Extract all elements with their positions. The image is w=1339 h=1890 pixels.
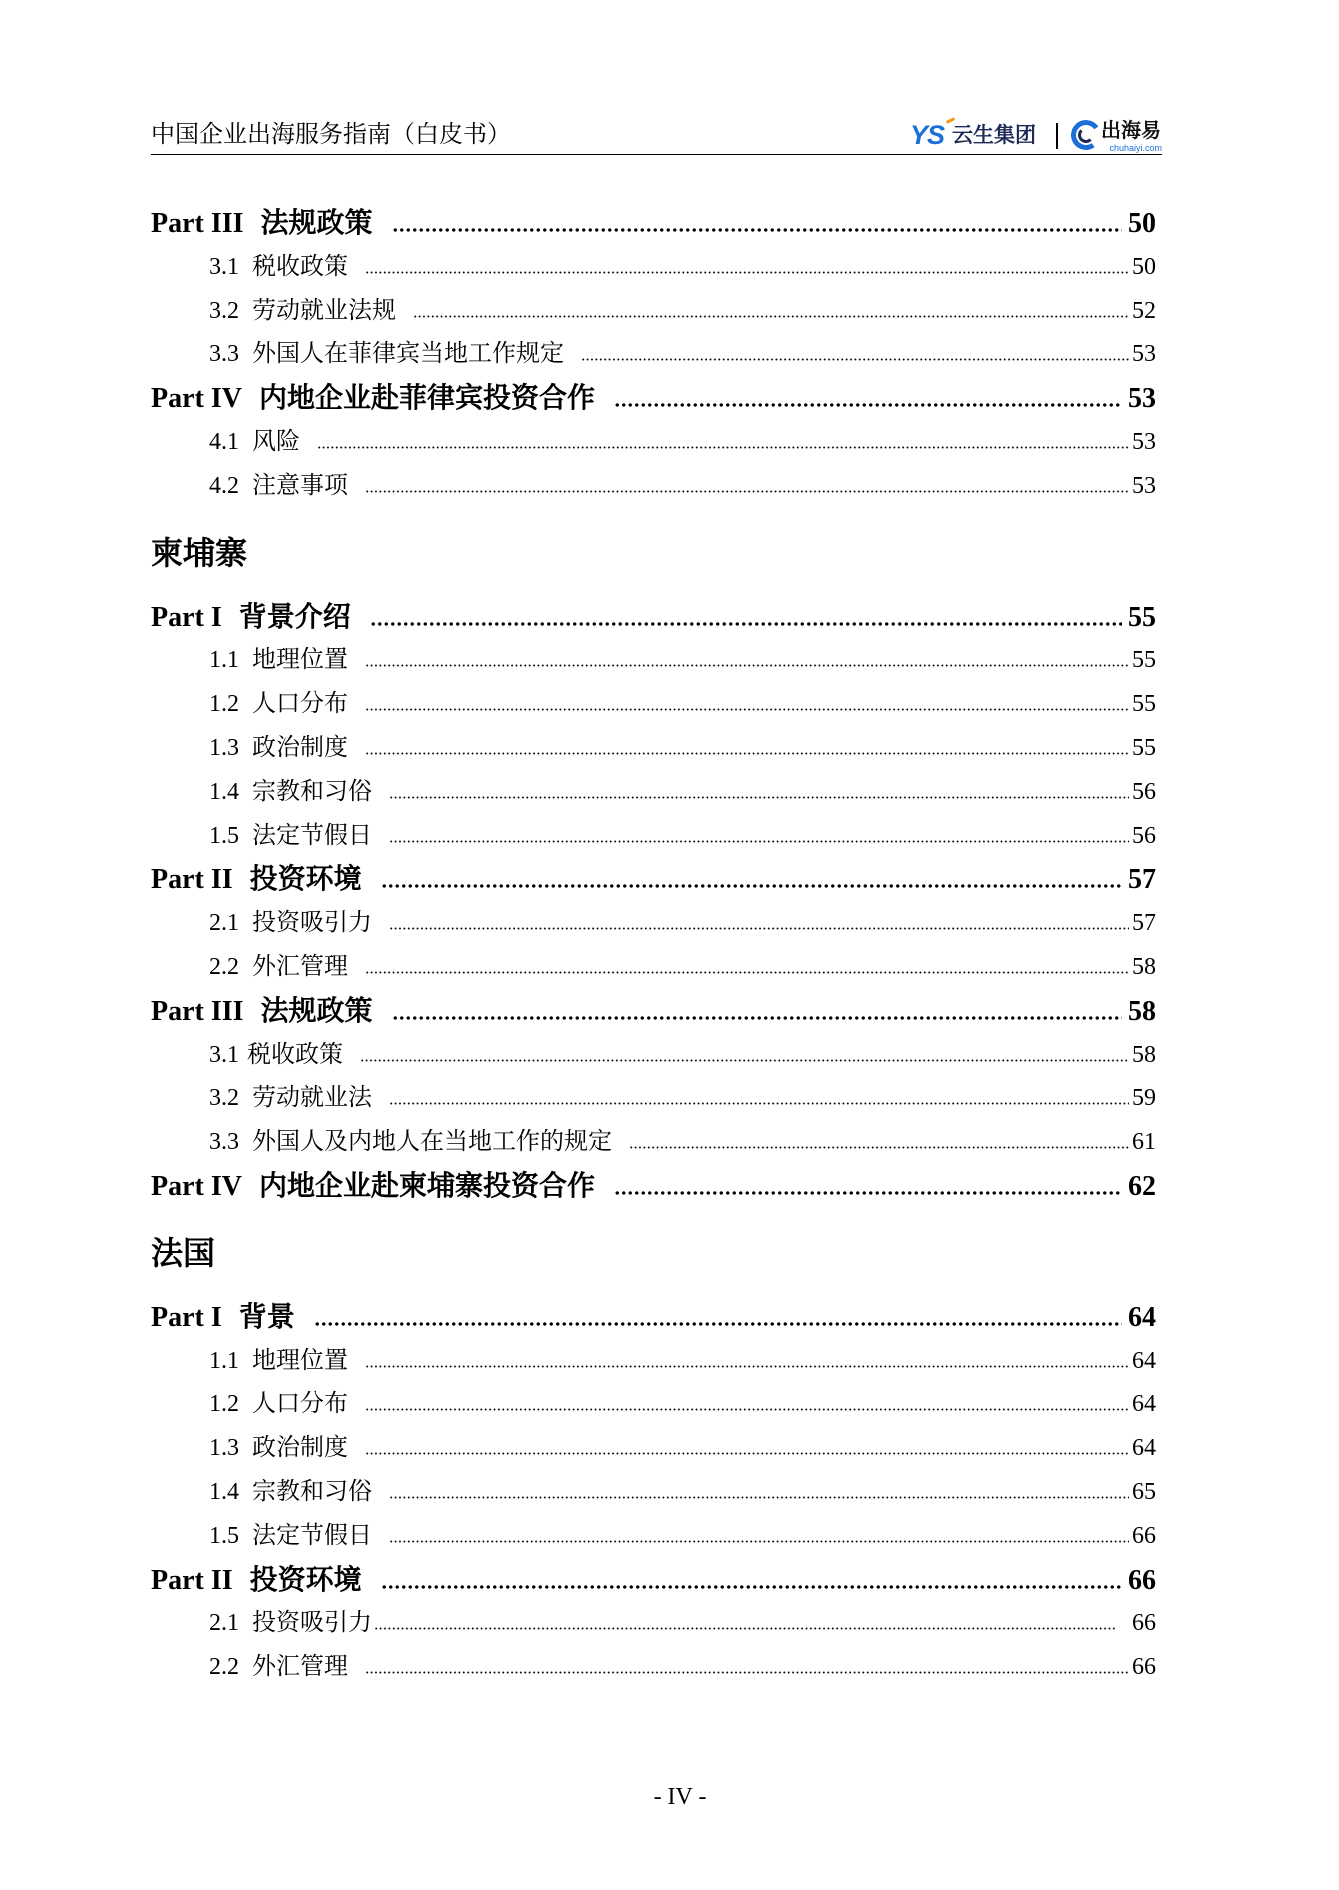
toc-entry-title: 外国人在菲律宾当地工作规定 [252,341,564,368]
toc-entry-title: 宗教和习俗 [252,778,372,805]
toc-dot-leader [389,1540,1129,1543]
toc-subsection-number: 3.2 [209,297,239,324]
country-heading: 柬埔寨 [151,534,248,571]
toc-subsection-number: 1.3 [209,1435,239,1462]
toc-dot-leader [392,1016,1122,1020]
toc-entry-title: 外汇管理 [252,1654,348,1681]
toc-part-label: Part III [151,208,244,239]
toc-part-row[interactable] [151,858,1156,902]
toc-part-row[interactable] [151,1165,1156,1209]
toc-subsection-row[interactable] [151,246,1156,290]
chuhaiyi-logo-domain: chuhaiyi.com [1109,143,1162,153]
toc-subsection-number: 1.1 [209,1347,239,1374]
toc-dot-leader [365,1671,1129,1674]
document-title: 中国企业出海服务指南（白皮书） [151,122,511,148]
toc-entry-title: 政治制度 [252,734,348,761]
toc-dot-leader [629,1146,1129,1149]
toc-entry-title: 劳动就业法规 [252,297,396,324]
toc-dot-leader [360,1059,1129,1062]
toc-subsection-number: 2.1 [209,1610,239,1637]
toc-dot-leader [314,1322,1122,1326]
toc-page-number: 56 [1132,822,1156,849]
toc-page-number: 65 [1132,1478,1156,1505]
toc-entry-title: 风险 [252,428,300,455]
toc-dot-leader [374,1627,1116,1630]
toc-subsection-row[interactable] [151,290,1156,334]
toc-subsection-number: 1.1 [209,647,239,674]
toc-subsection-row[interactable] [151,683,1156,727]
toc-subsection-number: 3.2 [209,1085,239,1112]
toc-page-number: 66 [1128,1564,1156,1596]
toc-part-label: Part II [151,864,233,896]
toc-part-label: Part I [151,601,222,633]
toc-subsection-row[interactable] [151,1602,1156,1646]
toc-entry-title: 法定节假日 [252,1522,372,1549]
toc-subsection-row[interactable] [151,1646,1156,1690]
toc-page-number: 50 [1128,208,1156,239]
toc-dot-leader [614,1191,1122,1195]
toc-dot-leader [389,1496,1129,1499]
toc-entry-title: 投资吸引力 [252,910,372,937]
toc-subsection-row[interactable] [151,815,1156,859]
toc-entry-title: 税收政策 [247,1041,343,1068]
toc-page-number: 52 [1132,297,1156,324]
toc-page-number: 62 [1128,1170,1156,1202]
toc-subsection-row[interactable] [151,1121,1156,1165]
toc-dot-leader [365,971,1129,974]
toc-page-number: 53 [1132,341,1156,368]
toc-page-number: 57 [1128,864,1156,896]
toc-page-number: 53 [1132,428,1156,455]
toc-subsection-number: 1.5 [209,1522,239,1549]
toc-dot-leader [381,884,1122,888]
toc-subsection-row[interactable] [151,727,1156,771]
toc-page-number: 55 [1128,601,1156,633]
toc-dot-leader [365,1408,1129,1411]
toc-page-number: 58 [1132,953,1156,980]
toc-page-number: 64 [1132,1347,1156,1374]
toc-part-row[interactable] [151,990,1156,1034]
toc-subsection-number: 1.2 [209,1391,239,1418]
toc-page-number: 50 [1132,253,1156,280]
toc-dot-leader [413,315,1129,318]
toc-entry-title: 地理位置 [252,1347,348,1374]
toc-dot-leader [581,358,1129,361]
toc-dot-leader [381,1585,1122,1589]
toc-subsection-number: 1.4 [209,778,239,805]
toc-part-label: Part II [151,1564,233,1596]
toc-subsection-number: 4.1 [209,428,239,455]
ys-logo-name: 云生集团 [952,124,1036,147]
toc-subsection-row[interactable] [151,946,1156,990]
toc-dot-leader [389,1102,1129,1105]
toc-entry-title: 劳动就业法 [252,1085,372,1112]
toc-entry-title: 外国人及内地人在当地工作的规定 [252,1129,612,1156]
toc-entry-title: 宗教和习俗 [252,1478,372,1505]
toc-entry-title: 内地企业赴柬埔寨投资合作 [258,1170,595,1202]
toc-entry-title: 投资环境 [249,1564,362,1596]
toc-page-number: 64 [1128,1301,1156,1333]
toc-page-number: 53 [1128,383,1156,415]
toc-page-number: 66 [1132,1522,1156,1549]
table-of-contents [151,202,1156,1690]
toc-dot-leader [365,1365,1129,1368]
logo-divider [1056,123,1058,149]
toc-entry-title: 法规政策 [260,995,373,1027]
toc-subsection-number: 3.1 [209,253,239,280]
toc-page-number: 53 [1132,472,1156,499]
toc-subsection-row[interactable] [151,1340,1156,1384]
toc-dot-leader [365,708,1129,711]
toc-part-label: Part I [151,1301,222,1333]
toc-subsection-number: 2.2 [209,953,239,980]
toc-subsection-number: 1.3 [209,734,239,761]
toc-entry-title: 背景 [238,1301,295,1333]
page-number: - IV - [653,1784,707,1810]
toc-entry-title: 法定节假日 [252,822,372,849]
chuhaiyi-logo-name: 出海易 [1101,120,1161,142]
toc-part-row[interactable] [151,202,1156,246]
toc-subsection-row[interactable] [151,1383,1156,1427]
toc-subsection-row[interactable] [151,465,1156,509]
toc-subsection-number: 4.2 [209,472,239,499]
toc-subsection-number: 2.1 [209,910,239,937]
toc-entry-title: 外汇管理 [252,953,348,980]
chuhaiyi-logo-inner-icon [1078,127,1094,143]
toc-entry-title: 人口分布 [252,1391,348,1418]
toc-dot-leader [365,1452,1129,1455]
ys-logo-mark: YS [910,120,945,150]
toc-part-label: Part IV [151,383,242,415]
toc-dot-leader [389,796,1129,799]
toc-entry-title: 内地企业赴菲律宾投资合作 [258,383,595,415]
toc-entry-title: 地理位置 [252,647,348,674]
toc-part-label: Part III [151,995,244,1027]
toc-page-number: 66 [1132,1610,1156,1637]
toc-entry-title: 投资环境 [249,864,362,896]
toc-subsection-row[interactable] [151,639,1156,683]
toc-dot-leader [365,490,1129,493]
toc-page-number: 64 [1132,1435,1156,1462]
toc-section-cambodia [151,531,1156,1209]
toc-page-number: 66 [1132,1654,1156,1681]
toc-page-number: 59 [1132,1085,1156,1112]
toc-page-number: 64 [1132,1391,1156,1418]
toc-subsection-number: 3.3 [209,1129,239,1156]
toc-subsection-row[interactable] [151,1077,1156,1121]
toc-part-row[interactable] [151,377,1156,421]
toc-section-france [151,1231,1156,1690]
toc-dot-leader [392,228,1122,232]
toc-part-row[interactable] [151,596,1156,640]
toc-dot-leader [317,446,1129,449]
toc-entry-title: 投资吸引力 [252,1610,372,1637]
toc-dot-leader [365,664,1129,667]
toc-subsection-row[interactable] [151,1034,1156,1078]
toc-entry-title: 注意事项 [252,472,348,499]
toc-dot-leader [370,622,1122,626]
ys-logo-accent-icon [946,117,955,124]
toc-page-number: 55 [1132,647,1156,674]
toc-entry-title: 政治制度 [252,1435,348,1462]
toc-subsection-row[interactable] [151,1471,1156,1515]
toc-subsection-row[interactable] [151,771,1156,815]
toc-page-number: 57 [1132,910,1156,937]
country-heading: 法国 [151,1234,216,1271]
toc-page-number: 55 [1132,734,1156,761]
toc-dot-leader [389,927,1129,930]
toc-subsection-number: 3.3 [209,341,239,368]
toc-dot-leader [365,271,1129,274]
toc-dot-leader [614,403,1122,407]
toc-entry-title: 人口分布 [252,691,348,718]
toc-entry-title: 税收政策 [252,253,348,280]
toc-page-number: 55 [1132,691,1156,718]
toc-subsection-row[interactable] [151,1427,1156,1471]
toc-entry-title: 法规政策 [260,208,373,239]
toc-dot-leader [365,752,1129,755]
toc-subsection-number: 1.5 [209,822,239,849]
toc-page-number: 56 [1132,778,1156,805]
toc-section-philippines-continued [151,202,1156,509]
toc-part-row[interactable] [151,1559,1156,1603]
toc-entry-title: 背景介绍 [238,601,351,633]
toc-subsection-row[interactable] [151,421,1156,465]
toc-subsection-number: 1.2 [209,691,239,718]
toc-page-number: 58 [1128,995,1156,1027]
page-header [151,118,1162,155]
toc-page-number: 61 [1132,1129,1156,1156]
toc-subsection-number: 1.4 [209,1478,239,1505]
toc-part-label: Part IV [151,1170,242,1202]
toc-subsection-row[interactable] [151,333,1156,377]
toc-subsection-number: 3.1 [209,1041,239,1068]
toc-subsection-row[interactable] [151,1515,1156,1559]
toc-page-number: 58 [1132,1041,1156,1068]
toc-dot-leader [389,840,1129,843]
toc-part-row[interactable] [151,1296,1156,1340]
toc-subsection-number: 2.2 [209,1654,239,1681]
toc-subsection-row[interactable] [151,902,1156,946]
